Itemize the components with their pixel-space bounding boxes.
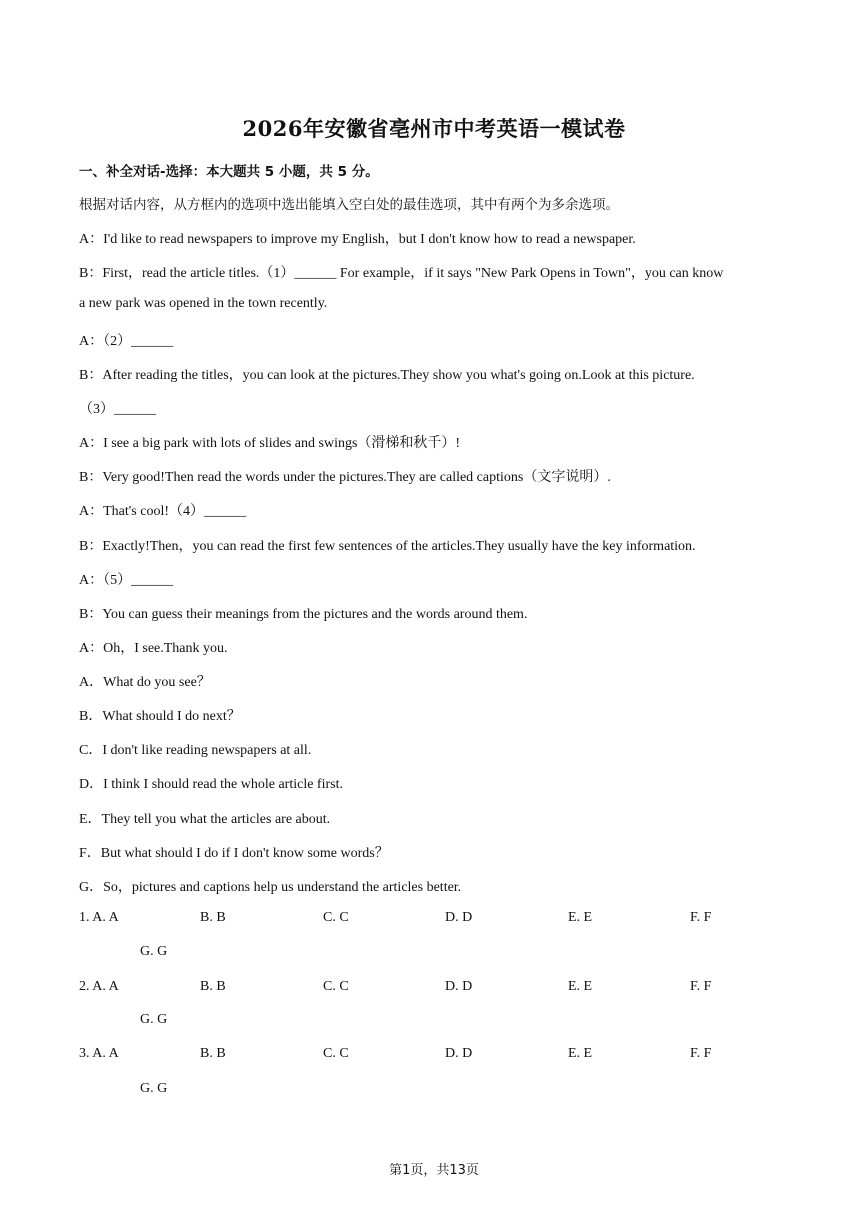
option-d[interactable]: D. D [445,910,473,925]
dialogue-line: A：That's cool!（4）______ [79,504,247,519]
option-b[interactable]: B. B [200,910,226,925]
dialogue-line: A：I'd like to read newspapers to improve my English，but I don't know how to read a newspaper. [79,232,636,247]
option-c[interactable]: C. C [323,910,349,925]
option-f[interactable]: F. F [690,979,712,994]
instruction-text: 根据对话内容，从方框内的选项中选出能填入空白处的最佳选项，其中有两个为多余选项。 [79,197,619,213]
choice-item: F．But what should I do if I don't know some words？ [79,846,389,861]
dialogue-line: （3）______ [79,402,156,417]
choice-item: C．I don't like reading newspapers at all. [79,743,312,758]
option-a[interactable]: 2. A. A [79,979,119,994]
option-a[interactable]: 3. A. A [79,1046,119,1061]
dialogue-line: B：Exactly!Then，you can read the first few sentences of the articles.They usually have the key information. [79,539,696,554]
option-c[interactable]: C. C [323,979,349,994]
option-d[interactable]: D. D [445,979,473,994]
dialogue-line: A：Oh，I see.Thank you. [79,641,228,656]
option-e[interactable]: E. E [568,910,593,925]
choice-item: G．So，pictures and captions help us understand the articles better. [79,880,462,895]
option-c[interactable]: C. C [323,1046,349,1061]
dialogue-line: A：（2）______ [79,334,174,349]
option-a[interactable]: 1. A. A [79,910,119,925]
dialogue-line: B：Very good!Then read the words under the pictures.They are called captions（文字说明）. [79,470,611,485]
option-e[interactable]: E. E [568,979,593,994]
option-d[interactable]: D. D [445,1046,473,1061]
choice-item: B．What should I do next？ [79,709,241,724]
option-b[interactable]: B. B [200,979,226,994]
dialogue-line: B：First，read the article titles.（1）______ For example，if it says "New Park Opens in Town"，you can know [79,266,724,281]
option-e[interactable]: E. E [568,1046,593,1061]
option-f[interactable]: F. F [690,1046,712,1061]
option-g[interactable]: G. G [140,944,168,959]
page-title: 2026年安徽省亳州市中考英语一模试卷 [242,116,626,141]
choice-item: D．I think I should read the whole article first. [79,777,343,792]
dialogue-line: B：You can guess their meanings from the pictures and the words around them. [79,607,528,622]
dialogue-line: A：I see a big park with lots of slides and swings（滑梯和秋千）! [79,436,461,451]
section-heading: 一、补全对话-选择：本大题共 5 小题，共 5 分。 [79,164,379,180]
dialogue-line: a new park was opened in the town recently. [79,296,328,311]
option-g[interactable]: G. G [140,1012,168,1027]
option-f[interactable]: F. F [690,910,712,925]
dialogue-line: B：After reading the titles，you can look at the pictures.They show you what's going on.Look at this picture. [79,368,695,383]
option-g[interactable]: G. G [140,1081,168,1096]
dialogue-line: A：（5）______ [79,573,174,588]
option-b[interactable]: B. B [200,1046,226,1061]
choice-item: A．What do you see？ [79,675,211,690]
choice-item: E．They tell you what the articles are about. [79,812,331,827]
page-footer: 第1页，共13页 [389,1163,479,1178]
